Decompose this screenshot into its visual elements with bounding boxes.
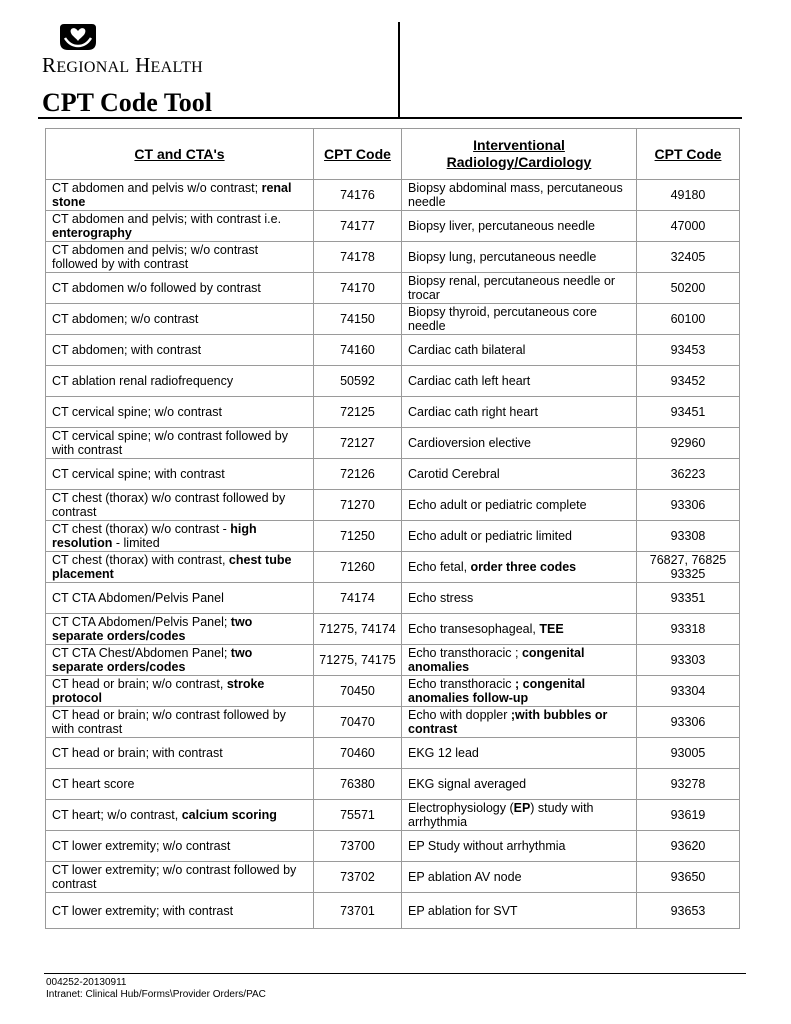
left-cpt-code: 76380 xyxy=(314,769,402,800)
left-description-text: CT lower extremity; w/o contrast followed by contrast xyxy=(52,863,297,891)
left-description xyxy=(46,366,314,397)
left-description xyxy=(46,614,314,645)
left-cpt-code: 74174 xyxy=(314,583,402,614)
right-description-text: Carotid Cerebral xyxy=(408,467,500,481)
left-description-text: chest tube placement xyxy=(52,553,292,581)
right-cpt-code: 93306 xyxy=(637,490,740,521)
table-row xyxy=(46,211,740,242)
right-description-text: Echo with doppler xyxy=(408,708,511,722)
table-header-row xyxy=(46,129,740,180)
right-description-text: EP ablation for SVT xyxy=(408,903,518,918)
header-cpt-code-left: CPT Code xyxy=(314,129,402,180)
right-cpt-code: 93005 xyxy=(637,738,740,769)
left-description-text: CT chest (thorax) w/o contrast followed by contrast xyxy=(52,491,286,519)
left-cpt-code: 72126 xyxy=(314,459,402,490)
right-description-text: Echo adult or pediatric complete xyxy=(408,498,587,512)
table-row xyxy=(46,583,740,614)
left-description xyxy=(46,893,314,929)
right-description-text: EP xyxy=(513,801,531,815)
left-description-text: two separate orders/codes xyxy=(52,615,253,643)
left-description-text: renal stone xyxy=(52,181,292,209)
right-description-text: ; congenital anomalies follow-up xyxy=(408,677,586,705)
table-row xyxy=(46,304,740,335)
header-ct-cta: CT and CTA's xyxy=(46,129,314,180)
right-description-text: EKG 12 lead xyxy=(408,746,479,760)
right-description-text: Biopsy thyroid, percutaneous core needle xyxy=(408,305,597,333)
right-description xyxy=(402,614,637,645)
left-cpt-code: 74177 xyxy=(314,211,402,242)
left-description xyxy=(46,583,314,614)
right-description-text: Echo transthoracic ; xyxy=(408,646,522,660)
right-description xyxy=(402,242,637,273)
right-description-text: TEE xyxy=(539,622,564,636)
left-cpt-code: 74150 xyxy=(314,304,402,335)
left-description-text: CT abdomen w/o followed by contrast xyxy=(52,281,261,295)
table-row xyxy=(46,707,740,738)
right-description xyxy=(402,645,637,676)
left-description-text: CT cervical spine; with contrast xyxy=(52,467,225,481)
left-cpt-code: 71260 xyxy=(314,552,402,583)
right-description-text: Cardiac cath right heart xyxy=(408,405,538,419)
table-row xyxy=(46,738,740,769)
left-description-text: CT chest (thorax) with contrast, xyxy=(52,553,229,567)
document-id: 004252-20130911 xyxy=(46,977,127,988)
right-cpt-code: 93278 xyxy=(637,769,740,800)
left-cpt-code: 71250 xyxy=(314,521,402,552)
brand-name: REGIONAL HEALTH xyxy=(42,53,204,77)
right-cpt-code: 60100 xyxy=(637,304,740,335)
left-description-text: CT abdomen and pelvis w/o contrast; xyxy=(52,181,262,195)
right-cpt-code: 93304 xyxy=(637,676,740,707)
left-description-text: two separate orders/codes xyxy=(52,646,253,674)
right-description-text: Cardiac cath left heart xyxy=(408,374,531,388)
left-description xyxy=(46,242,314,273)
right-cpt-code: 93451 xyxy=(637,397,740,428)
right-description xyxy=(402,490,637,521)
left-cpt-code: 50592 xyxy=(314,366,402,397)
right-description-text: ) study with arrhythmia xyxy=(408,801,594,829)
left-description xyxy=(46,645,314,676)
right-description xyxy=(402,862,637,893)
right-description xyxy=(402,180,637,211)
table-row xyxy=(46,242,740,273)
table-row xyxy=(46,676,740,707)
right-description-text: congenital anomalies xyxy=(408,646,585,674)
left-cpt-code: 72127 xyxy=(314,428,402,459)
left-description xyxy=(46,862,314,893)
left-description xyxy=(46,397,314,428)
table-row xyxy=(46,459,740,490)
left-description xyxy=(46,490,314,521)
right-description xyxy=(402,583,637,614)
right-description-text: Echo adult or pediatric limited xyxy=(408,529,572,543)
table-row xyxy=(46,614,740,645)
right-description-text: order three codes xyxy=(470,560,577,574)
left-description xyxy=(46,707,314,738)
left-description-text: CT abdomen; w/o contrast xyxy=(52,312,199,326)
left-cpt-code: 74160 xyxy=(314,335,402,366)
left-description-text: CT cervical spine; w/o contrast xyxy=(52,405,222,419)
right-cpt-code: 93303 xyxy=(637,645,740,676)
left-description-text: calcium scoring xyxy=(181,808,277,822)
table-row xyxy=(46,366,740,397)
right-cpt-code: 93619 xyxy=(637,800,740,831)
right-description-text: ;with bubbles or contrast xyxy=(408,708,608,736)
left-description-text: CT head or brain; with contrast xyxy=(52,746,223,760)
table-row xyxy=(46,552,740,583)
left-description xyxy=(46,831,314,862)
right-description-text: Echo fetal, xyxy=(408,560,471,574)
right-description xyxy=(402,366,637,397)
left-cpt-code: 73701 xyxy=(314,893,402,929)
right-cpt-code: 93452 xyxy=(637,366,740,397)
right-cpt-code: 93308 xyxy=(637,521,740,552)
left-description-text: CT head or brain; w/o contrast followed by with contrast xyxy=(52,708,286,736)
right-description xyxy=(402,738,637,769)
right-description-text: Echo transthoracic xyxy=(408,677,515,691)
right-description-text: Echo stress xyxy=(408,591,474,605)
table-row xyxy=(46,180,740,211)
table-row xyxy=(46,862,740,893)
right-cpt-code: 93306 xyxy=(637,707,740,738)
table-row xyxy=(46,335,740,366)
right-description xyxy=(402,428,637,459)
right-description-text: EKG signal averaged xyxy=(408,777,527,791)
left-cpt-code: 73702 xyxy=(314,862,402,893)
right-description xyxy=(402,831,637,862)
right-description xyxy=(402,335,637,366)
left-description-text: CT cervical spine; w/o contrast followed by with contrast xyxy=(52,429,288,457)
page-title: CPT Code Tool xyxy=(42,88,213,117)
left-cpt-code: 71275, 74175 xyxy=(314,645,402,676)
left-description-text: CT abdomen; with contrast xyxy=(52,343,202,357)
right-description-text: Echo transesophageal, xyxy=(408,622,540,636)
left-description xyxy=(46,335,314,366)
left-description-text: CT abdomen and pelvis; w/o contrast followed by with contrast xyxy=(52,243,259,271)
left-description-text: CT CTA Abdomen/Pelvis Panel; xyxy=(52,615,231,629)
left-description-text: CT lower extremity; w/o contrast xyxy=(52,839,231,853)
left-description xyxy=(46,428,314,459)
right-description xyxy=(402,707,637,738)
right-description xyxy=(402,769,637,800)
left-description xyxy=(46,769,314,800)
table-row xyxy=(46,800,740,831)
regional-health-logo xyxy=(40,20,220,80)
document-path: Intranet: Clinical Hub/Forms\Provider Orders/PAC xyxy=(46,989,266,1000)
right-description-text: Cardioversion elective xyxy=(408,436,531,450)
table-row xyxy=(46,521,740,552)
right-cpt-code: 92960 xyxy=(637,428,740,459)
footer-divider xyxy=(44,973,746,974)
left-description xyxy=(46,738,314,769)
left-description xyxy=(46,521,314,552)
table-body xyxy=(46,180,740,929)
right-description-text: Biopsy abdominal mass, percutaneous needle xyxy=(408,181,623,209)
left-description-text: CT CTA Abdomen/Pelvis Panel xyxy=(52,591,224,605)
right-description xyxy=(402,397,637,428)
left-cpt-code: 70470 xyxy=(314,707,402,738)
right-description-text: EP ablation AV node xyxy=(408,870,522,884)
footer xyxy=(46,977,266,1001)
right-cpt-code: 49180 xyxy=(637,180,740,211)
header-interventional: Interventional Radiology/Cardiology xyxy=(402,129,637,180)
table-row xyxy=(46,273,740,304)
table-row xyxy=(46,769,740,800)
left-cpt-code: 72125 xyxy=(314,397,402,428)
right-cpt-code: 93650 xyxy=(637,862,740,893)
right-cpt-code: 93453 xyxy=(637,335,740,366)
left-cpt-code: 70450 xyxy=(314,676,402,707)
right-description xyxy=(402,211,637,242)
left-description-text: enterography xyxy=(52,226,132,240)
table-row xyxy=(46,893,740,929)
left-description-text: CT abdomen and pelvis; with contrast i.e. xyxy=(52,212,282,226)
right-description xyxy=(402,273,637,304)
header-divider xyxy=(398,22,400,118)
left-cpt-code: 75571 xyxy=(314,800,402,831)
right-description xyxy=(402,676,637,707)
left-cpt-code: 71275, 74174 xyxy=(314,614,402,645)
right-description xyxy=(402,304,637,335)
left-description xyxy=(46,676,314,707)
left-description-text: CT chest (thorax) w/o contrast - xyxy=(52,522,231,536)
table-row xyxy=(46,428,740,459)
left-description xyxy=(46,800,314,831)
right-description-text: Biopsy liver, percutaneous needle xyxy=(408,219,595,233)
right-cpt-code: 32405 xyxy=(637,242,740,273)
right-cpt-code: 76827, 76825 93325 xyxy=(637,552,740,583)
right-cpt-code: 93653 xyxy=(637,893,740,929)
right-description-text: Biopsy renal, percutaneous needle or trocar xyxy=(408,274,616,302)
right-cpt-code: 47000 xyxy=(637,211,740,242)
right-description-text: Electrophysiology ( xyxy=(408,801,514,815)
right-cpt-code: 50200 xyxy=(637,273,740,304)
left-description xyxy=(46,211,314,242)
left-description-text: CT lower extremity; with contrast xyxy=(52,903,234,918)
right-description xyxy=(402,552,637,583)
right-description xyxy=(402,459,637,490)
left-cpt-code: 70460 xyxy=(314,738,402,769)
left-description-text: CT CTA Chest/Abdomen Panel; xyxy=(52,646,231,660)
table-row xyxy=(46,490,740,521)
left-description-text: stroke protocol xyxy=(52,677,265,705)
left-cpt-code: 74176 xyxy=(314,180,402,211)
right-description-text: EP Study without arrhythmia xyxy=(408,839,566,853)
left-description-text: CT heart; w/o contrast, xyxy=(52,808,182,822)
left-description xyxy=(46,180,314,211)
left-description-text: CT heart score xyxy=(52,777,135,791)
left-description xyxy=(46,273,314,304)
left-cpt-code: 73700 xyxy=(314,831,402,862)
left-cpt-code: 74178 xyxy=(314,242,402,273)
right-description xyxy=(402,893,637,929)
left-description-text: CT ablation renal radiofrequency xyxy=(52,374,234,388)
right-cpt-code: 93351 xyxy=(637,583,740,614)
right-cpt-code: 93318 xyxy=(637,614,740,645)
right-description xyxy=(402,521,637,552)
right-description-text: Cardiac cath bilateral xyxy=(408,343,526,357)
cpt-code-table xyxy=(45,128,740,929)
left-description xyxy=(46,552,314,583)
left-description-text: high resolution xyxy=(52,522,257,550)
hands-heart-logo-icon xyxy=(58,22,98,52)
left-cpt-code: 74170 xyxy=(314,273,402,304)
right-description-text: Biopsy lung, percutaneous needle xyxy=(408,250,597,264)
title-underline xyxy=(38,117,742,119)
left-cpt-code: 71270 xyxy=(314,490,402,521)
header-cpt-code-right: CPT Code xyxy=(637,129,740,180)
table-row xyxy=(46,397,740,428)
left-description xyxy=(46,459,314,490)
left-description xyxy=(46,304,314,335)
right-cpt-code: 36223 xyxy=(637,459,740,490)
table-row xyxy=(46,645,740,676)
left-description-text: - limited xyxy=(112,536,160,550)
right-cpt-code: 93620 xyxy=(637,831,740,862)
right-description xyxy=(402,800,637,831)
left-description-text: CT head or brain; w/o contrast, xyxy=(52,677,227,691)
table-row xyxy=(46,831,740,862)
